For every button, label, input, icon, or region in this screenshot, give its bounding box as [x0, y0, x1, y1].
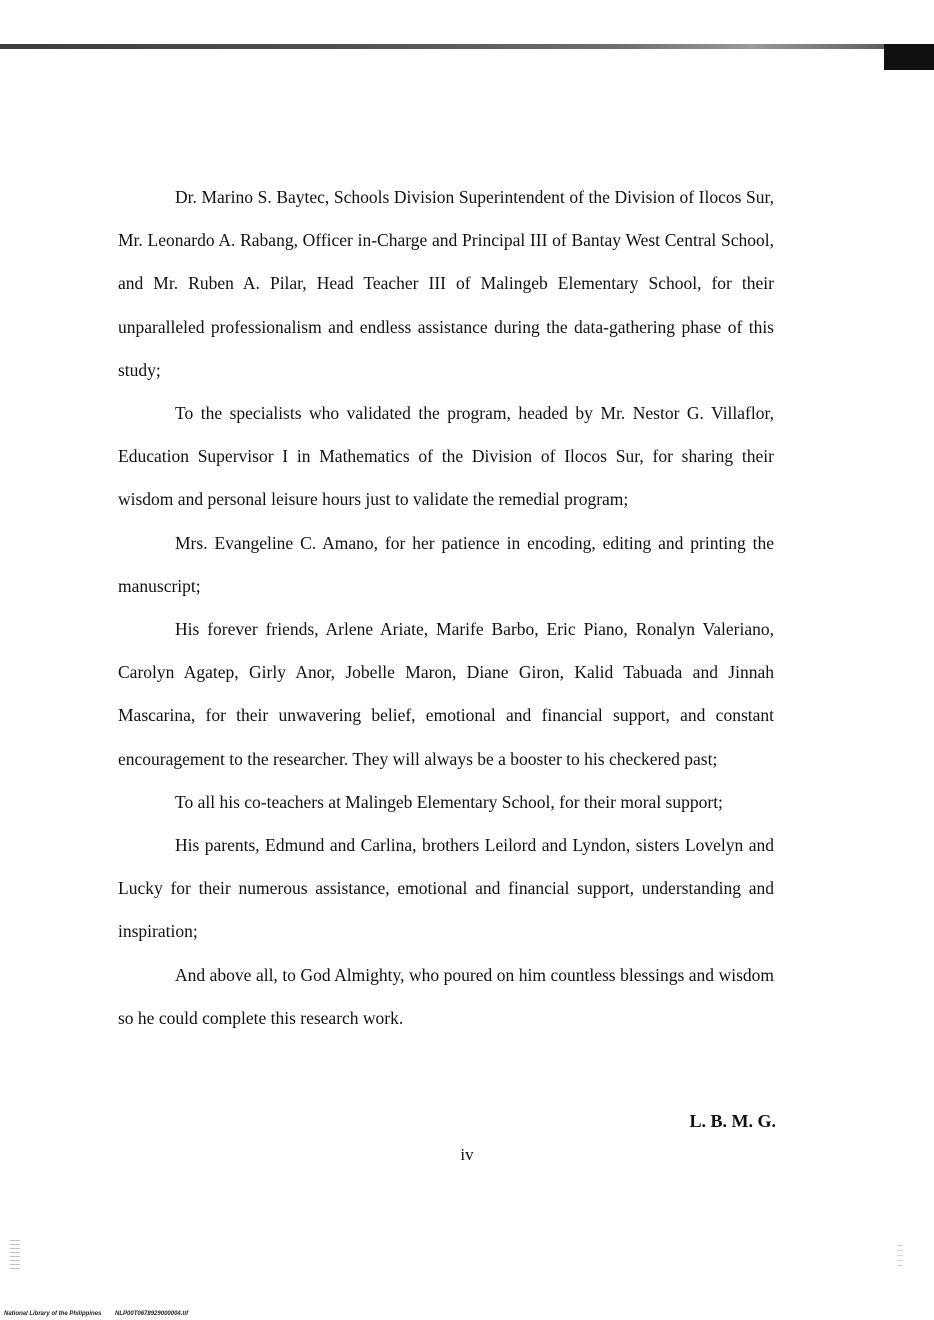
scan-speck-left: [10, 1240, 20, 1270]
signature-initials: L. B. M. G.: [689, 1111, 776, 1131]
paragraph-specialists: To the specialists who validated the program, headed by Mr. Nestor G. Villaflor, Education Supervisor I in Mathematics of the Division of Ilocos Sur, for sharing their wisdom and personal leisure hours just to validate the remedial program;: [118, 403, 774, 510]
scan-code: NLP00T0678929000004.tif: [115, 1311, 189, 1317]
paragraph-god: And above all, to God Almighty, who poured on him countless blessings and wisdom so he could complete this research work.: [118, 964, 774, 1028]
scan-speck-right: [897, 1245, 903, 1267]
paragraph-superintendent: Dr. Marino S. Baytec, Schools Division Superintendent of the Division of Ilocos Sur, Mr. Leonardo A. Rabang, Officer in-Charge and Principal III of Bantay West Central School, and Mr. Ruben A. Pilar, Head Teacher III of Malingeb Elementary School, for their unparalleled professionalism and endless assistance during the data-gathering phase of this study;: [118, 187, 774, 380]
scan-corner-mark: [884, 44, 934, 70]
paragraph-family: His parents, Edmund and Carlina, brothers Leilord and Lyndon, sisters Lovelyn and Lucky for their numerous assistance, emotional and financial support, understanding and inspiration;: [118, 835, 774, 942]
acknowledgment-body: [118, 176, 774, 1040]
library-name: National Library of the Philippines: [4, 1311, 102, 1317]
library-footer-stamp: [4, 1309, 188, 1319]
paragraph-co-teachers: To all his co-teachers at Malingeb Elementary School, for their moral support;: [175, 791, 723, 812]
page-number: iv: [460, 1145, 474, 1164]
scan-top-edge: [0, 44, 884, 49]
paragraph-friends: His forever friends, Arlene Ariate, Marife Barbo, Eric Piano, Ronalyn Valeriano, Carolyn Agatep, Girly Anor, Jobelle Maron, Diane Giron, Kalid Tabuada and Jinnah Mascarina, for their unwavering belief, emotional and financial support, and constant encouragement to the researcher. They will always be a booster to his checkered past;: [118, 619, 774, 769]
paragraph-encoder: Mrs. Evangeline C. Amano, for her patience in encoding, editing and printing the manuscript;: [118, 532, 774, 596]
